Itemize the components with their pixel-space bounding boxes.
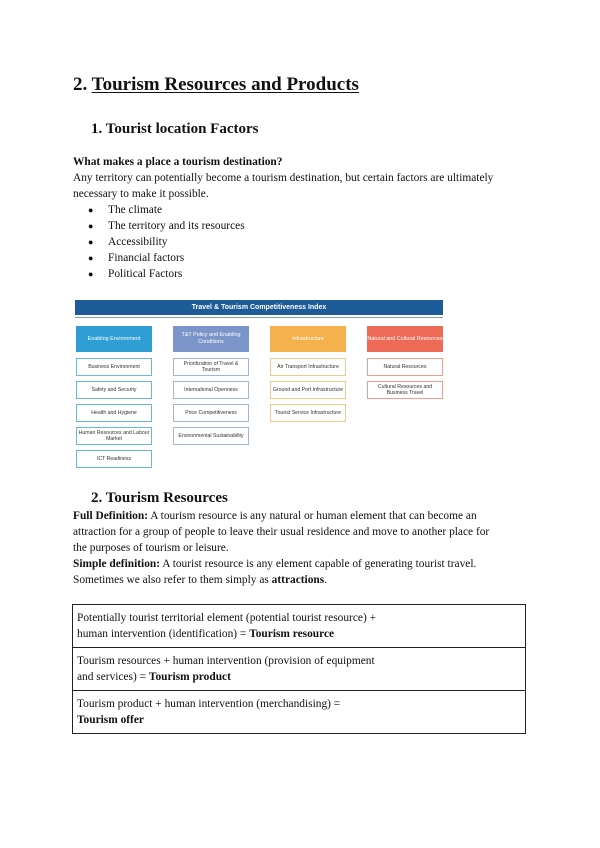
tourism-product-term: Tourism product [148,671,231,683]
diagram-header: Travel & Tourism Competitiveness Index [75,300,443,315]
table-cell: Tourism resources + human intervention (provision of equipment and services) = Tourism product [73,648,526,691]
pillar-enabling-environment: Enabling Environment [76,326,152,352]
pillar-item: ICT Readiness [76,450,152,468]
competitiveness-index-diagram [72,298,444,470]
full-definition-text-2: attraction for a group of people to leave their usual residence and move to another place for [73,526,490,538]
section1-heading: 1. Tourist location Factors [91,121,259,137]
page-title [73,74,359,96]
definitions-table [72,604,526,734]
pillar-item: Air Transport Infrastructure [270,358,346,376]
list-item: ● The climate [73,202,245,218]
pillar-item: Health and Hygiene [76,404,152,422]
pillar-item: Cultural Resources and Business Travel [367,381,443,399]
full-definition-label: Full Definition: [73,510,148,522]
tourism-offer-term: Tourism offer [77,714,144,726]
table-row [73,691,526,734]
table-cell: Potentially tourist territorial element (potential tourist resource) + human intervention (identification) = Tourism resource [73,605,526,648]
list-item: ● The territory and its resources [73,218,245,234]
intro-line-1: Any territory can potentially become a tourism destination, but certain factors are ultimately [73,172,494,184]
full-definition-text-3: the purposes of tourism or leisure. [73,542,229,554]
list-item: ● Financial factors [73,250,245,266]
table-row [73,648,526,691]
pillar-item: Environmental Sustainability [173,427,249,445]
question-heading: What makes a place a tourism destination? [73,156,283,168]
simple-definition-text: A tourist resource is any element capable of generating tourist travel. [160,558,477,570]
sometimes-text: Sometimes we also refer to them simply as [73,574,272,586]
pillar-item: Tourist Service Infrastructure [270,404,346,422]
pillar-item: Business Environment [76,358,152,376]
attractions-term: attractions [271,574,325,586]
pillar-item: Natural Resources [367,358,443,376]
pillar-infrastructure: Infrastructure [270,326,346,352]
pillar-item: International Openness [173,381,249,399]
diagram-divider [75,317,443,318]
intro-line-2: necessary to make it possible. [73,188,209,200]
table-row [73,605,526,648]
tourism-resource-term: Tourism resource [249,628,335,640]
table-cell: Tourism product + human intervention (merchandising) = Tourism offer [73,691,526,734]
intro-paragraph [73,170,553,202]
pillar-tt-policy: T&T Policy and Enabling Conditions [173,326,249,352]
title-number: 2. [73,74,88,95]
pillar-item: Prioritization of Travel & Tourism [173,358,249,376]
list-item: ● Political Factors [73,266,245,282]
definitions-paragraph [73,508,553,588]
pillar-item: Human Resources and Labour Market [76,427,152,445]
factor-list [73,202,245,282]
simple-definition-label: Simple definition: [73,558,161,570]
pillar-item: Ground and Port Infrastructure [270,381,346,399]
pillar-item: Safety and Security [76,381,152,399]
section2-heading: 2. Tourism Resources [91,490,228,506]
pillar-natural-cultural: Natural and Cultural Resources [367,326,443,352]
full-definition-text-1: A tourism resource is any natural or human element that can become an [148,510,477,522]
period: . [324,574,328,586]
title-text: Tourism Resources and Products [91,74,359,95]
list-item: ● Accessibility [73,234,245,250]
pillar-item: Price Competitiveness [173,404,249,422]
